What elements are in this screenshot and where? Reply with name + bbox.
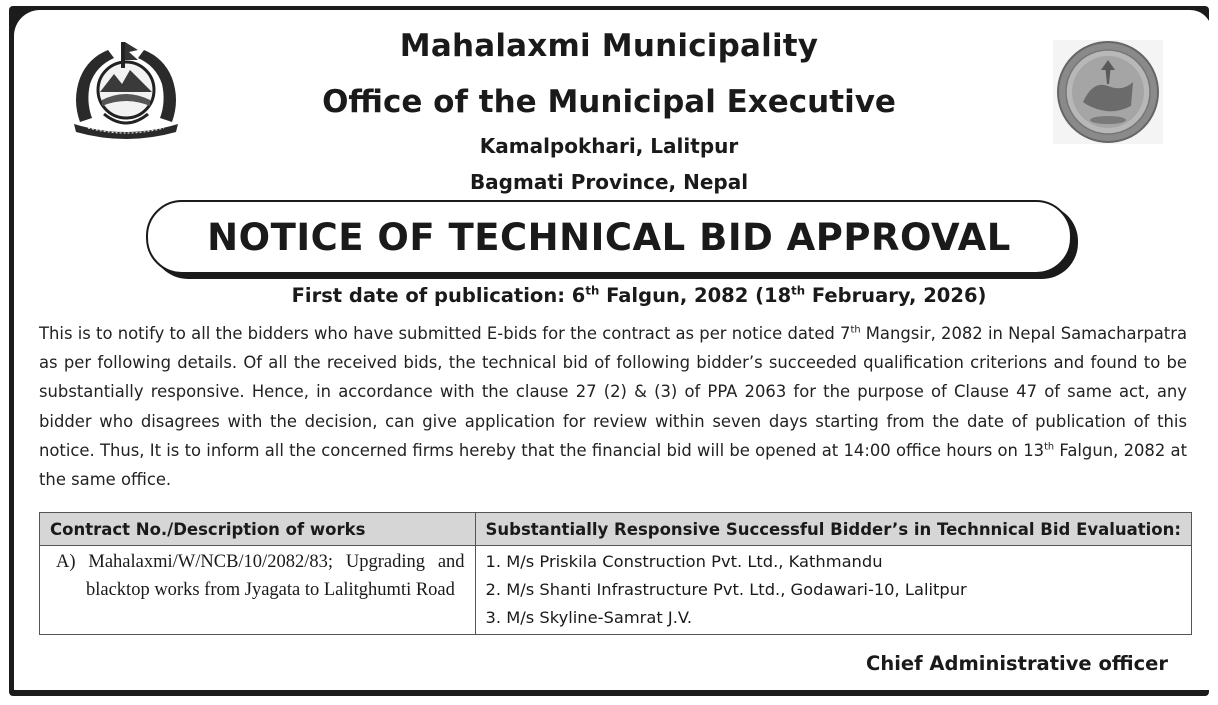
table-header-contract: Contract No./Description of works: [40, 513, 476, 546]
signoff-title: Chief Administrative officer: [866, 652, 1168, 675]
notice-text: Falgun, 2082 at the same office.: [39, 440, 1188, 490]
contract-description-cell: [40, 546, 476, 635]
notice-paragraph: [39, 319, 1187, 494]
publication-date-ordinal: th: [585, 283, 600, 298]
notice-body: [39, 319, 1187, 494]
publication-date-part: February, 2026): [805, 284, 987, 307]
table-header-bidders: Substantially Responsive Successful Bidder’s in Technnical Bid Evaluation:: [475, 513, 1191, 546]
municipality-name: Mahalaxmi Municipality: [399, 28, 819, 64]
bidders-cell: [475, 546, 1191, 635]
bidder-item: 1. M/s Priskila Construction Pvt. Ltd., Kathmandu: [485, 552, 883, 571]
table-row: [40, 546, 1192, 635]
bidder-item: 2. M/s Shanti Infrastructure Pvt. Ltd., Godawari-10, Lalitpur: [485, 580, 967, 599]
publication-date-part: First date of publication: 6: [291, 284, 586, 307]
office-address: Kamalpokhari, Lalitpur: [479, 134, 739, 158]
publication-date: [0, 284, 1218, 307]
office-name: Office of the Municipal Executive: [322, 84, 896, 120]
bidder-item: 3. M/s Skyline-Samrat J.V.: [485, 608, 693, 627]
contract-description: A) Mahalaxmi/W/NCB/10/2082/83; Upgrading and blacktop works from Jyagata to Lalitghumti Road: [56, 552, 465, 600]
table-header-row: [40, 513, 1192, 546]
notice-ordinal: th: [1044, 441, 1055, 453]
notice-title-banner: [146, 200, 1072, 274]
notice-title: NOTICE OF TECHNICAL BID APPROVAL: [207, 215, 1011, 259]
bid-evaluation-table: [39, 512, 1192, 635]
publication-date-ordinal: th: [791, 283, 806, 298]
notice-text: This is to notify to all the bidders who have submitted E-bids for the contract as per notice dated 7: [39, 324, 851, 343]
notice-text: Mangsir, 2082 in Nepal Samacharpatra as per following details. Of all the received bids, the technical bid of following bidder’s succeeded qualification criterions and found to be substantially responsive. Hence, in accordance with the clause 27 (2) & (3) of PPA 2063 for the purpose of Clause 47 of same act, any bidder who disagrees with the decision, can give application for review within seven days starting from the date of publication of this notice. Thus, It is to inform all the concerned firms hereby that the financial bid will be opened at 14:00 office hours on 13: [39, 324, 1187, 460]
office-province: Bagmati Province, Nepal: [469, 170, 749, 194]
publication-date-part: Falgun, 2082 (18: [599, 284, 792, 307]
notice-ordinal: th: [850, 324, 861, 336]
